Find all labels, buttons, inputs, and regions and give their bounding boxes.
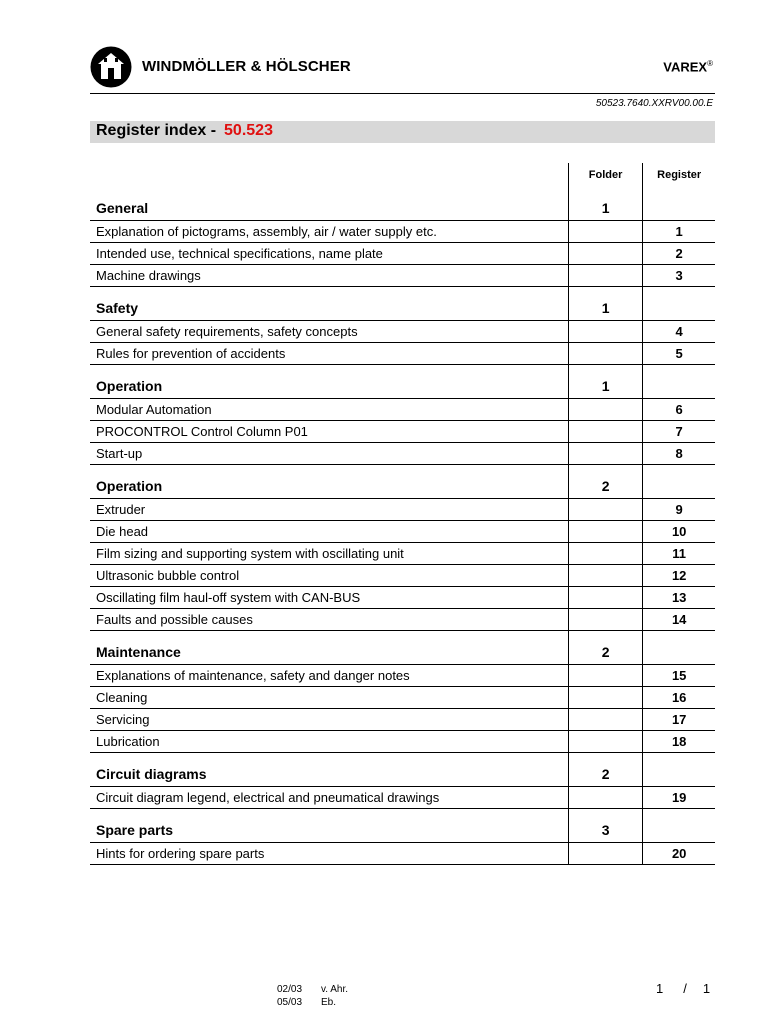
- folder-cell-empty: [568, 587, 642, 609]
- register-number-cell: 10: [643, 521, 715, 543]
- item-description: Servicing: [90, 709, 568, 731]
- folder-cell-empty: [568, 843, 642, 865]
- header-divider: [90, 93, 715, 94]
- register-number-cell: 18: [643, 731, 715, 753]
- folder-cell-empty: [568, 565, 642, 587]
- folder-number: 1: [568, 187, 642, 221]
- item-description: Lubrication: [90, 731, 568, 753]
- section-row: [90, 365, 715, 399]
- section-row: [90, 753, 715, 787]
- item-description: Circuit diagram legend, electrical and pneumatical drawings: [90, 787, 568, 809]
- item-description: Rules for prevention of accidents: [90, 343, 568, 365]
- register-cell-empty: [643, 753, 715, 787]
- register-cell-empty: [643, 287, 715, 321]
- register-number-cell: 20: [643, 843, 715, 865]
- folder-number: 2: [568, 465, 642, 499]
- register-number-cell: 2: [643, 243, 715, 265]
- section-title: General: [90, 187, 568, 221]
- item-description: Faults and possible causes: [90, 609, 568, 631]
- register-number-cell: 6: [643, 399, 715, 421]
- column-header-register: Register: [657, 169, 702, 181]
- table-row: [90, 709, 715, 731]
- item-description: Modular Automation: [90, 399, 568, 421]
- revision-history: [277, 983, 348, 1009]
- folder-cell-empty: [568, 421, 642, 443]
- section-row: [90, 465, 715, 499]
- register-number-cell: 19: [643, 787, 715, 809]
- section-title: Spare parts: [90, 809, 568, 843]
- table-row: [90, 587, 715, 609]
- table-row: [90, 265, 715, 287]
- table-header-row: [90, 163, 715, 187]
- table-row: [90, 243, 715, 265]
- section-row: [90, 631, 715, 665]
- section-row: [90, 187, 715, 221]
- item-description: PROCONTROL Control Column P01: [90, 421, 568, 443]
- folder-cell-empty: [568, 709, 642, 731]
- column-header-folder: Folder: [568, 163, 642, 187]
- section-title: Circuit diagrams: [90, 753, 568, 787]
- folder-cell-empty: [568, 543, 642, 565]
- registered-mark: ®: [707, 59, 713, 68]
- folder-cell-empty: [568, 499, 642, 521]
- page-title: Register index - 50.523: [96, 122, 273, 139]
- table-row: [90, 731, 715, 753]
- register-number-cell: 3: [643, 265, 715, 287]
- folder-number: 2: [568, 631, 642, 665]
- folder-number: 1: [568, 365, 642, 399]
- folder-cell-empty: [568, 787, 642, 809]
- item-description: Ultrasonic bubble control: [90, 565, 568, 587]
- table-row: [90, 787, 715, 809]
- item-description: Machine drawings: [90, 265, 568, 287]
- register-number-cell: 17: [643, 709, 715, 731]
- folder-number: 2: [568, 753, 642, 787]
- item-description: Die head: [90, 521, 568, 543]
- table-row: [90, 343, 715, 365]
- folder-cell-empty: [568, 731, 642, 753]
- register-number-cell: 15: [643, 665, 715, 687]
- register-cell-empty: [643, 187, 715, 221]
- page-number: 1 / 1: [656, 981, 711, 996]
- register-cell-empty: [643, 465, 715, 499]
- register-number-cell: 12: [643, 565, 715, 587]
- item-description: General safety requirements, safety concepts: [90, 321, 568, 343]
- section-row: [90, 287, 715, 321]
- register-cell-empty: [643, 809, 715, 843]
- folder-cell-empty: [568, 443, 642, 465]
- section-title: Operation: [90, 465, 568, 499]
- register-number-cell: 1: [643, 221, 715, 243]
- product-name: VAREX®: [663, 59, 713, 75]
- company-logo-icon: [90, 46, 132, 88]
- brand-name: WINDMÖLLER & HÖLSCHER: [142, 58, 351, 75]
- register-index-table: [90, 163, 715, 865]
- register-number-cell: 8: [643, 443, 715, 465]
- folder-cell-empty: [568, 265, 642, 287]
- register-number-cell: 16: [643, 687, 715, 709]
- register-number-cell: 7: [643, 421, 715, 443]
- section-title: Safety: [90, 287, 568, 321]
- register-cell-empty: [643, 365, 715, 399]
- table-row: [90, 399, 715, 421]
- register-number-cell: 4: [643, 321, 715, 343]
- section-row: [90, 809, 715, 843]
- folder-cell-empty: [568, 221, 642, 243]
- document-number: 50523.7640.XXRV00.00.E: [595, 98, 713, 109]
- item-description: Explanations of maintenance, safety and danger notes: [90, 665, 568, 687]
- table-row: [90, 321, 715, 343]
- item-description: Cleaning: [90, 687, 568, 709]
- table-row: [90, 843, 715, 865]
- folder-cell-empty: [568, 399, 642, 421]
- revision-row: 02/03 v. Ahr.: [277, 984, 349, 995]
- title-bar: [90, 121, 715, 143]
- column-header-topic: [90, 163, 568, 187]
- item-description: Intended use, technical specifications, name plate: [90, 243, 568, 265]
- table-row: [90, 499, 715, 521]
- item-description: Explanation of pictograms, assembly, air / water supply etc.: [90, 221, 568, 243]
- table-row: [90, 521, 715, 543]
- folder-cell-empty: [568, 321, 642, 343]
- revision-row: 05/03 Eb.: [277, 997, 337, 1008]
- table-row: [90, 543, 715, 565]
- table-row: [90, 221, 715, 243]
- item-description: Extruder: [90, 499, 568, 521]
- folder-cell-empty: [568, 343, 642, 365]
- table-row: [90, 421, 715, 443]
- register-number-cell: 5: [643, 343, 715, 365]
- folder-cell-empty: [568, 687, 642, 709]
- item-description: Start-up: [90, 443, 568, 465]
- register-number-cell: 9: [643, 499, 715, 521]
- item-description: Film sizing and supporting system with oscillating unit: [90, 543, 568, 565]
- folder-cell-empty: [568, 521, 642, 543]
- item-description: Oscillating film haul-off system with CAN-BUS: [90, 587, 568, 609]
- table-row: [90, 565, 715, 587]
- folder-number: 3: [568, 809, 642, 843]
- section-title: Maintenance: [90, 631, 568, 665]
- folder-cell-empty: [568, 243, 642, 265]
- register-cell-empty: [643, 631, 715, 665]
- folder-cell-empty: [568, 609, 642, 631]
- register-number-cell: 11: [643, 543, 715, 565]
- table-row: [90, 609, 715, 631]
- folder-cell-empty: [568, 665, 642, 687]
- register-number-cell: 13: [643, 587, 715, 609]
- folder-number: 1: [568, 287, 642, 321]
- section-title: Operation: [90, 365, 568, 399]
- table-row: [90, 687, 715, 709]
- register-number: 50.523: [224, 122, 273, 139]
- item-description: Hints for ordering spare parts: [90, 843, 568, 865]
- register-number-cell: 14: [643, 609, 715, 631]
- table-row: [90, 443, 715, 465]
- table-row: [90, 665, 715, 687]
